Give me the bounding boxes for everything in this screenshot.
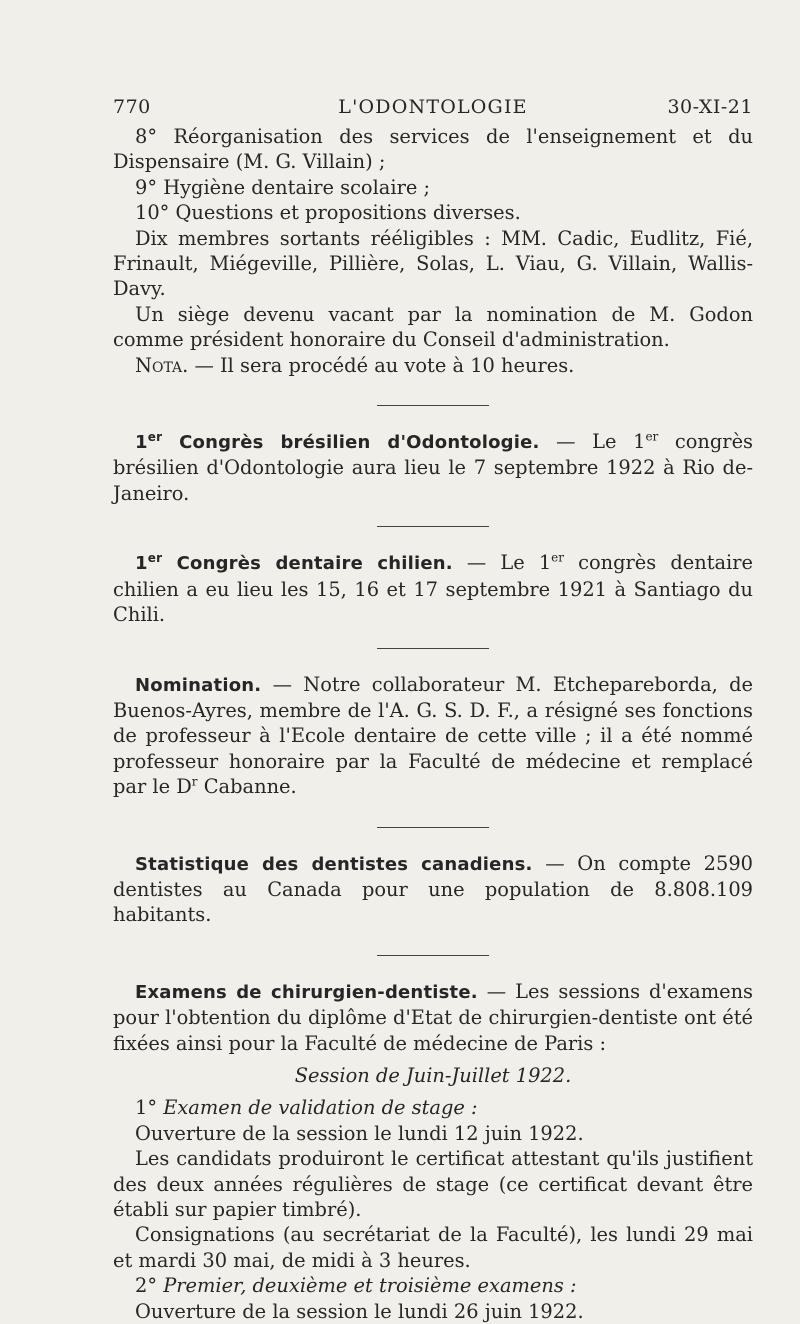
nomination-notice xyxy=(113,672,753,800)
issue-date: 30-XI-21 xyxy=(667,96,753,118)
agenda-item-9: 9° Hygiène dentaire scolaire ; xyxy=(135,175,431,199)
exam-1-opening: Ouverture de la session le lundi 12 juin 1922. xyxy=(135,1121,584,1145)
agenda-item-10: 10° Questions et propositions diverses. xyxy=(135,201,521,225)
notice-sup: er xyxy=(551,550,565,565)
outgoing-members: Dix membres sortants rééligibles : MM. Cadic, Eudlitz, Fié, Frinault, Miégeville, Pillière, Solas, L. Viau, G. Villain, Wallis-Davy. xyxy=(113,226,753,301)
session-title: Session de Juin-Juillet 1922. xyxy=(294,1063,572,1087)
body-text xyxy=(113,124,753,1324)
statistics-heading: Statistique des dentistes canadiens. xyxy=(135,853,533,875)
heading-ordinal-sup: er xyxy=(147,430,163,445)
section-divider xyxy=(377,827,489,828)
section-divider xyxy=(377,955,489,956)
exam-label: Premier, deuxième et troisième examens : xyxy=(163,1274,577,1298)
nota-label: Nota. xyxy=(135,353,189,377)
notice-text: — Le 1 xyxy=(539,430,646,454)
nota-text: — Il sera procédé au vote à 10 heures. xyxy=(188,353,575,377)
exam-number: 2° xyxy=(135,1274,164,1298)
heading-ordinal-sup: er xyxy=(147,551,163,566)
chilean-congress-notice xyxy=(113,550,753,627)
nota-paragraph xyxy=(113,353,753,378)
exams-notice xyxy=(113,979,753,1056)
nomination-heading: Nomination. xyxy=(135,674,262,696)
notice-text: — Le 1 xyxy=(452,551,552,575)
statistics-notice xyxy=(113,851,753,928)
notice-text-cont: congrès dentaire chilien a eu lieu les 15, 16 et 17 septembre 1921 à Santiago du Chili. xyxy=(113,551,753,627)
vacant-seat: Un siège devenu vacant par la nomination de M. Godon comme président honoraire du Conseil d'administration. xyxy=(113,302,753,352)
heading-text: Congrès dentaire chilien. xyxy=(162,553,453,575)
notice-sup: r xyxy=(191,774,198,789)
exam-label: Examen de validation de stage : xyxy=(163,1096,478,1120)
exam-1-consignations: Consignations (au secrétariat de la Faculté), les lundi 29 mai et mardi 30 mai, de midi à 3 heures. xyxy=(113,1223,753,1272)
section-divider xyxy=(377,648,489,649)
notice-text-end: Cabanne. xyxy=(197,775,297,799)
heading-ordinal: 1 xyxy=(135,553,148,575)
section-divider xyxy=(377,405,489,406)
brazilian-congress-heading xyxy=(135,432,540,453)
notice-sup: er xyxy=(645,429,659,444)
notice-text-cont: congrès brésilien d'Odontologie aura lieu le 7 septembre 1922 à Rio de-Janeiro. xyxy=(113,430,754,505)
running-header xyxy=(113,96,753,124)
notice-text: — Les sessions d'examens pour l'obtention du diplôme d'Etat de chirurgien-dentiste ont été fixées ainsi pour la Faculté de médecine de Paris : xyxy=(113,979,754,1055)
journal-title: L'ODONTOLOGIE xyxy=(338,96,528,118)
brazilian-congress-notice xyxy=(113,429,753,506)
exam-2-heading xyxy=(113,1273,753,1298)
notice-text: — On compte 2590 dentistes au Canada pour une population de 8.808.109 habitants. xyxy=(113,851,753,927)
heading-ordinal: 1 xyxy=(135,432,148,454)
exam-1-candidates: Les candidats produiront le certificat attestant qu'ils justifient des deux années régulières de stage (ce certificat devant être établi sur papier timbré). xyxy=(113,1147,753,1221)
section-divider xyxy=(377,526,489,527)
page-number: 770 xyxy=(113,96,151,118)
exams-heading: Examens de chirurgien-dentiste. xyxy=(135,981,478,1003)
exam-1-heading xyxy=(113,1095,753,1120)
heading-text: Congrès brésilien d'Odontologie. xyxy=(162,432,540,454)
notice-text: — Notre collaborateur M. Etchepareborda, de Buenos-Ayres, membre de l'A. G. S. D. F., a résigné ses fonctions de professeur à l'Ecole dentaire de cette ville ; il a été nommé professeur honoraire par la Faculté de médecine et remplacé par le D xyxy=(113,672,753,799)
exam-number: 1° xyxy=(135,1096,164,1120)
exam-2-opening: Ouverture de la session le lundi 26 juin 1922. xyxy=(135,1299,584,1323)
agenda-item-8: 8° Réorganisation des services de l'enseignement et du Dispensaire (M. G. Villain) ; xyxy=(113,125,753,174)
chilean-congress-heading xyxy=(135,553,453,574)
